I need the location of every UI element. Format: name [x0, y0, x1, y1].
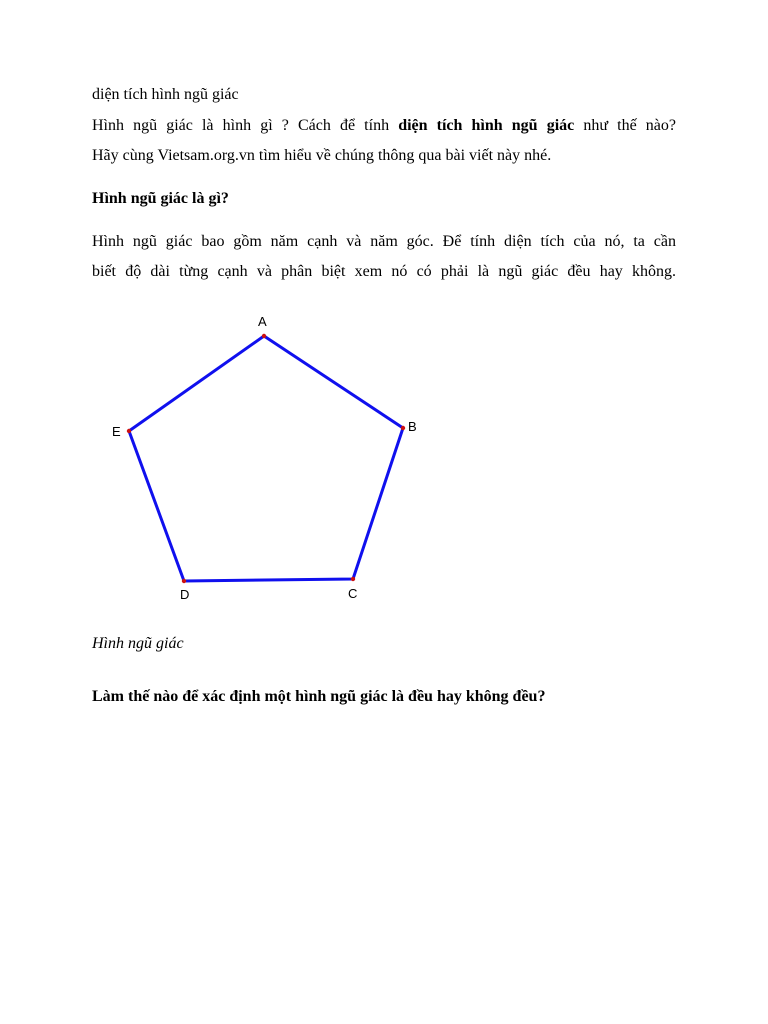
vertex-label-b: B: [408, 419, 417, 434]
intro-text-1: Hình ngũ giác là hình gì ? Cách để tính: [92, 117, 399, 134]
vertex-d-dot: [182, 579, 186, 583]
figure-caption: Hình ngũ giác: [92, 635, 184, 652]
vertex-a-dot: [262, 334, 266, 338]
paragraph-1-line-1: Hình ngũ giác bao gồm năm cạnh và năm góc. Để tính diện tích của nó, ta cần: [92, 233, 676, 250]
paragraph-1-line-2: biết độ dài từng cạnh và phân biệt xem nó có phải là ngũ giác đều hay không.: [92, 263, 676, 280]
vertex-label-c: C: [348, 586, 358, 601]
image-caption-top: diện tích hình ngũ giác: [92, 86, 239, 103]
vertex-e-dot: [127, 429, 131, 433]
pentagon-shape: [129, 336, 403, 581]
vertex-label-d: D: [180, 587, 190, 602]
vertex-b-dot: [401, 426, 405, 430]
vertex-label-e: E: [112, 424, 121, 439]
vertex-label-a: A: [258, 314, 267, 329]
heading-regular-or-not: Làm thế nào để xác định một hình ngũ giác là đều hay không đều?: [92, 688, 546, 705]
intro-bold-keyword: diện tích hình ngũ giác: [398, 117, 575, 134]
intro-text-2: như thế nào?: [574, 117, 677, 134]
intro-line-2: Hãy cùng Vietsam.org.vn tìm hiểu về chúng thông qua bài viết này nhé.: [92, 147, 552, 164]
heading-what-is-pentagon: Hình ngũ giác là gì?: [92, 190, 229, 207]
vertex-c-dot: [351, 577, 355, 581]
